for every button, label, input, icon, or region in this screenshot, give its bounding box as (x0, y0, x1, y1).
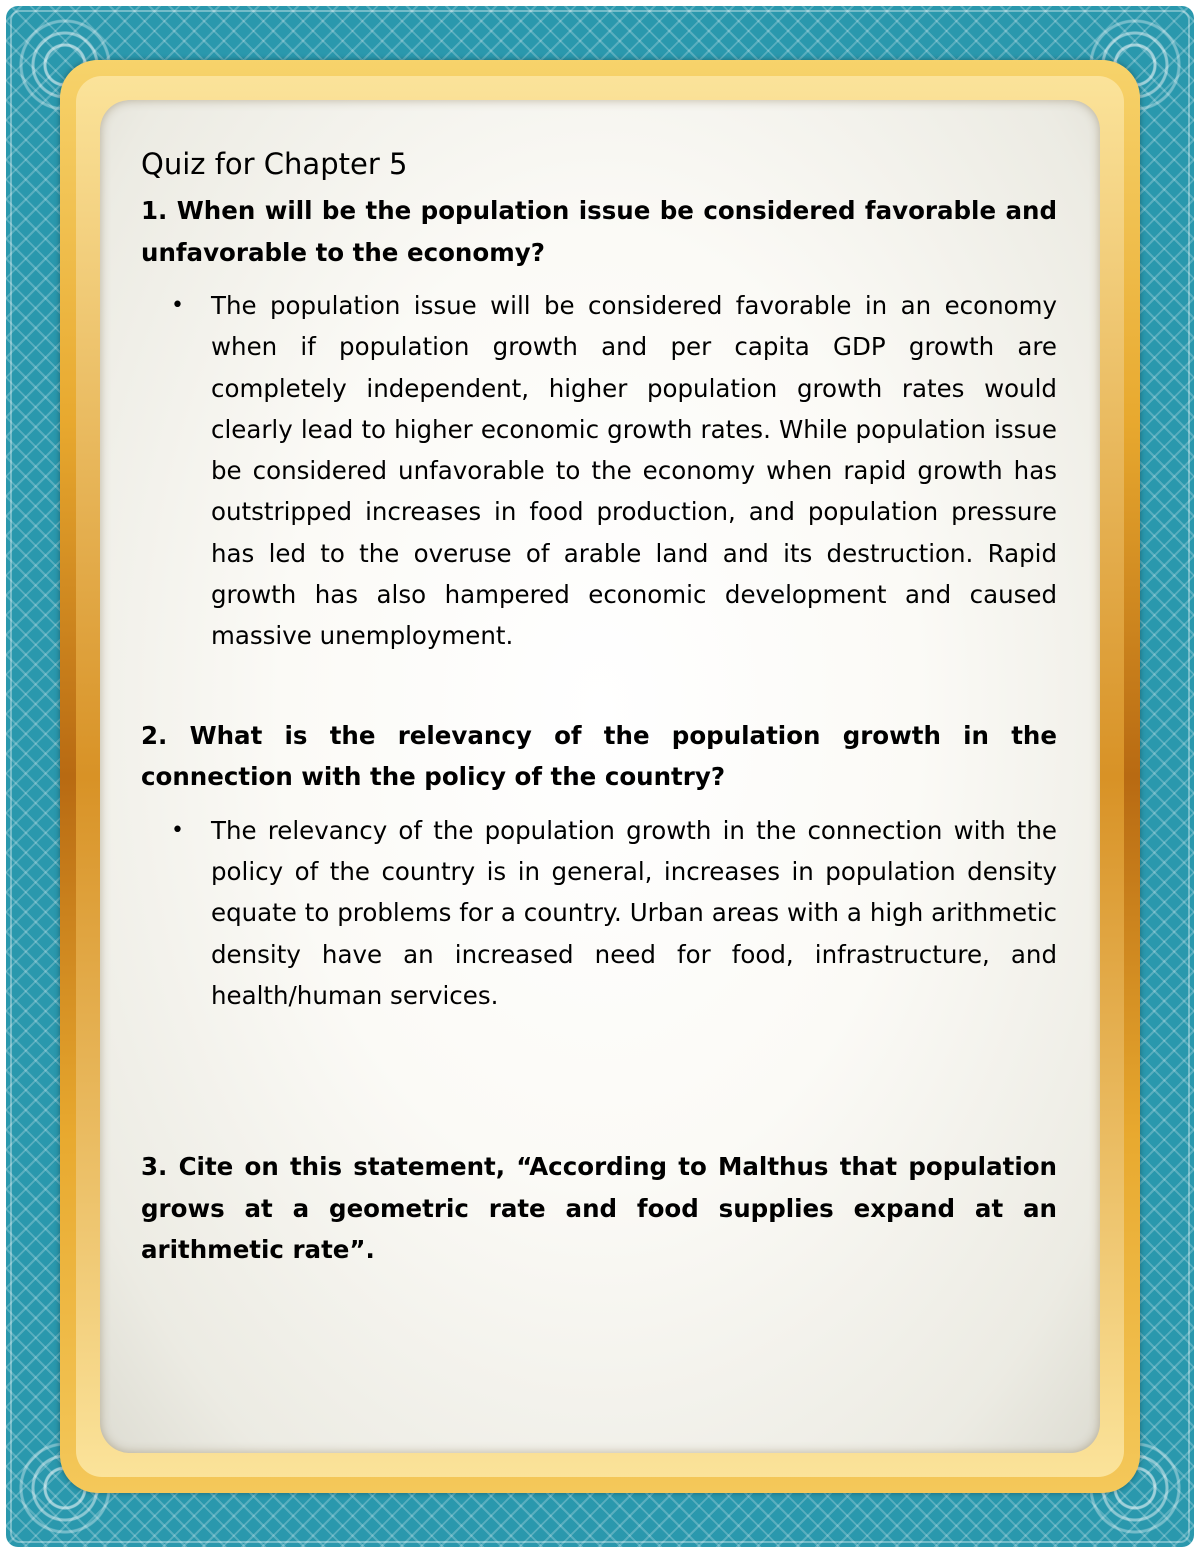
answer-list-1 (141, 285, 1057, 657)
answer-2-text: The relevancy of the population growth in the connection with the policy of the country is in general, increases in population density equate to problems for a country. Urban areas with a high arithmetic density have an increased need for food, infrastructure, and health/human services. (211, 815, 1057, 1010)
page-title: Quiz for Chapter 5 (141, 147, 408, 181)
bullet-icon: • (171, 293, 184, 318)
question-1: 1. When will be the population issue be considered favorable and unfavorable to the economy? (141, 196, 1057, 267)
answer-1 (141, 285, 1057, 657)
question-3: 3. Cite on this statement, “According to Malthus that population grows at a geometric rate and food supplies expand at an arithmetic rate”. (141, 1152, 1057, 1265)
answer-list-2 (141, 810, 1057, 1016)
question-2: 2. What is the relevancy of the population growth in the connection with the policy of the country? (141, 720, 1057, 792)
spacer (141, 657, 1057, 715)
answer-1-text: The population issue will be considered favorable in an economy when if population growth and per capita GDP growth are completely independent, higher population growth rates would clearly lead to higher economic growth rates. While population issue be considered unfavorable to the economy when rapid growth has outstripped increases in food production, and population pressure has led to the overuse of arable land and its destruction. Rapid growth has also hampered economic development and caused massive unemployment. (211, 291, 1057, 651)
spacer (141, 1016, 1057, 1146)
answer-2 (141, 810, 1057, 1016)
document-body (141, 140, 1057, 1271)
bullet-icon: • (171, 817, 184, 843)
